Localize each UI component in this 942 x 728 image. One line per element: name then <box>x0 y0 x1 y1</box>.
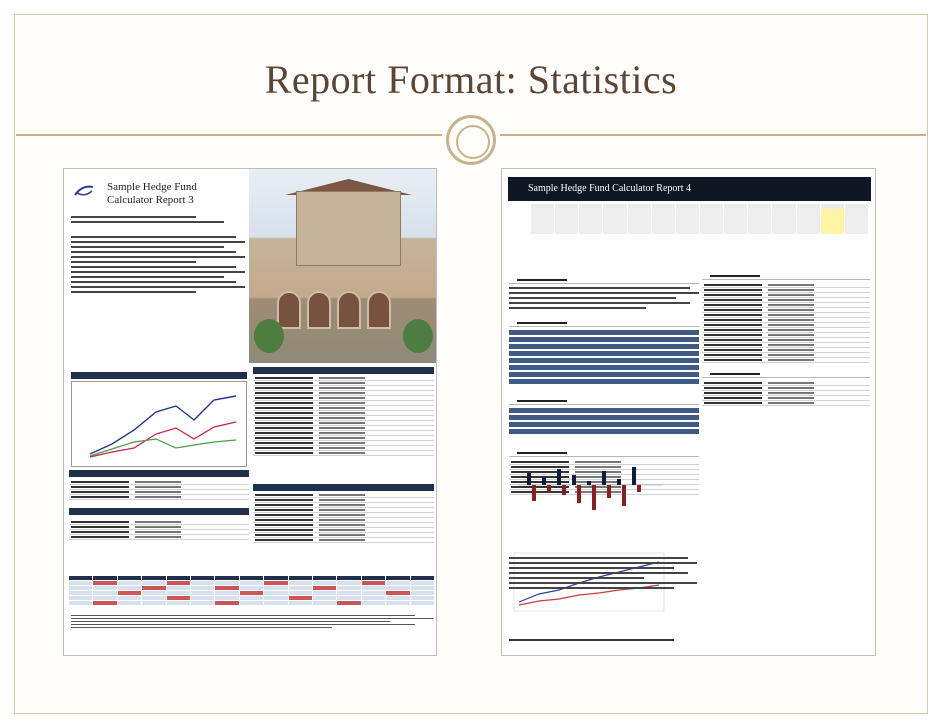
archway <box>307 291 331 329</box>
tree <box>254 319 284 353</box>
building-photo <box>249 169 437 363</box>
decorative-ring-icon <box>446 115 496 165</box>
tree <box>403 319 433 353</box>
report-3-disclaimer <box>71 613 433 630</box>
slide-title: Report Format: Statistics <box>264 57 678 102</box>
growth-chart-header-bar <box>71 372 247 379</box>
section-header-bar <box>69 470 249 477</box>
investment-details-table <box>253 367 434 479</box>
report-3-preview <box>63 168 437 656</box>
report-3-title-line-2: Calculator Report 3 <box>107 194 194 206</box>
section-header-bar <box>69 508 249 515</box>
rolling-performance-chart-thumbnail <box>509 455 669 521</box>
archway <box>367 291 391 329</box>
archway <box>337 291 361 329</box>
building-tower <box>296 191 401 266</box>
report-3-title-line-1: Sample Hedge Fund <box>107 181 197 193</box>
performance-statistics-table <box>253 484 434 568</box>
monthly-returns-table <box>531 204 869 259</box>
globe-logo-icon <box>74 183 94 199</box>
report-4-title-bar: Sample Hedge Fund Calculator Report 4 <box>508 177 871 201</box>
report-4-footer <box>509 636 674 644</box>
growth-lines <box>72 382 248 468</box>
text-line <box>71 221 224 223</box>
text-line <box>71 216 196 218</box>
left-statistics-tables <box>69 470 249 566</box>
report-3-title <box>107 181 197 207</box>
left-title-rule <box>16 134 442 136</box>
report-4-preview <box>501 168 876 656</box>
section-header-bar <box>253 484 434 491</box>
report-3-date-block <box>71 213 245 226</box>
section-header-bar <box>253 367 434 374</box>
growth-chart-thumbnail <box>71 381 247 467</box>
report-4-right-column <box>702 273 870 543</box>
bar-chart-marks <box>509 455 669 521</box>
report-4-disclaimer <box>509 554 697 592</box>
right-title-rule <box>500 134 926 136</box>
archway <box>277 291 301 329</box>
